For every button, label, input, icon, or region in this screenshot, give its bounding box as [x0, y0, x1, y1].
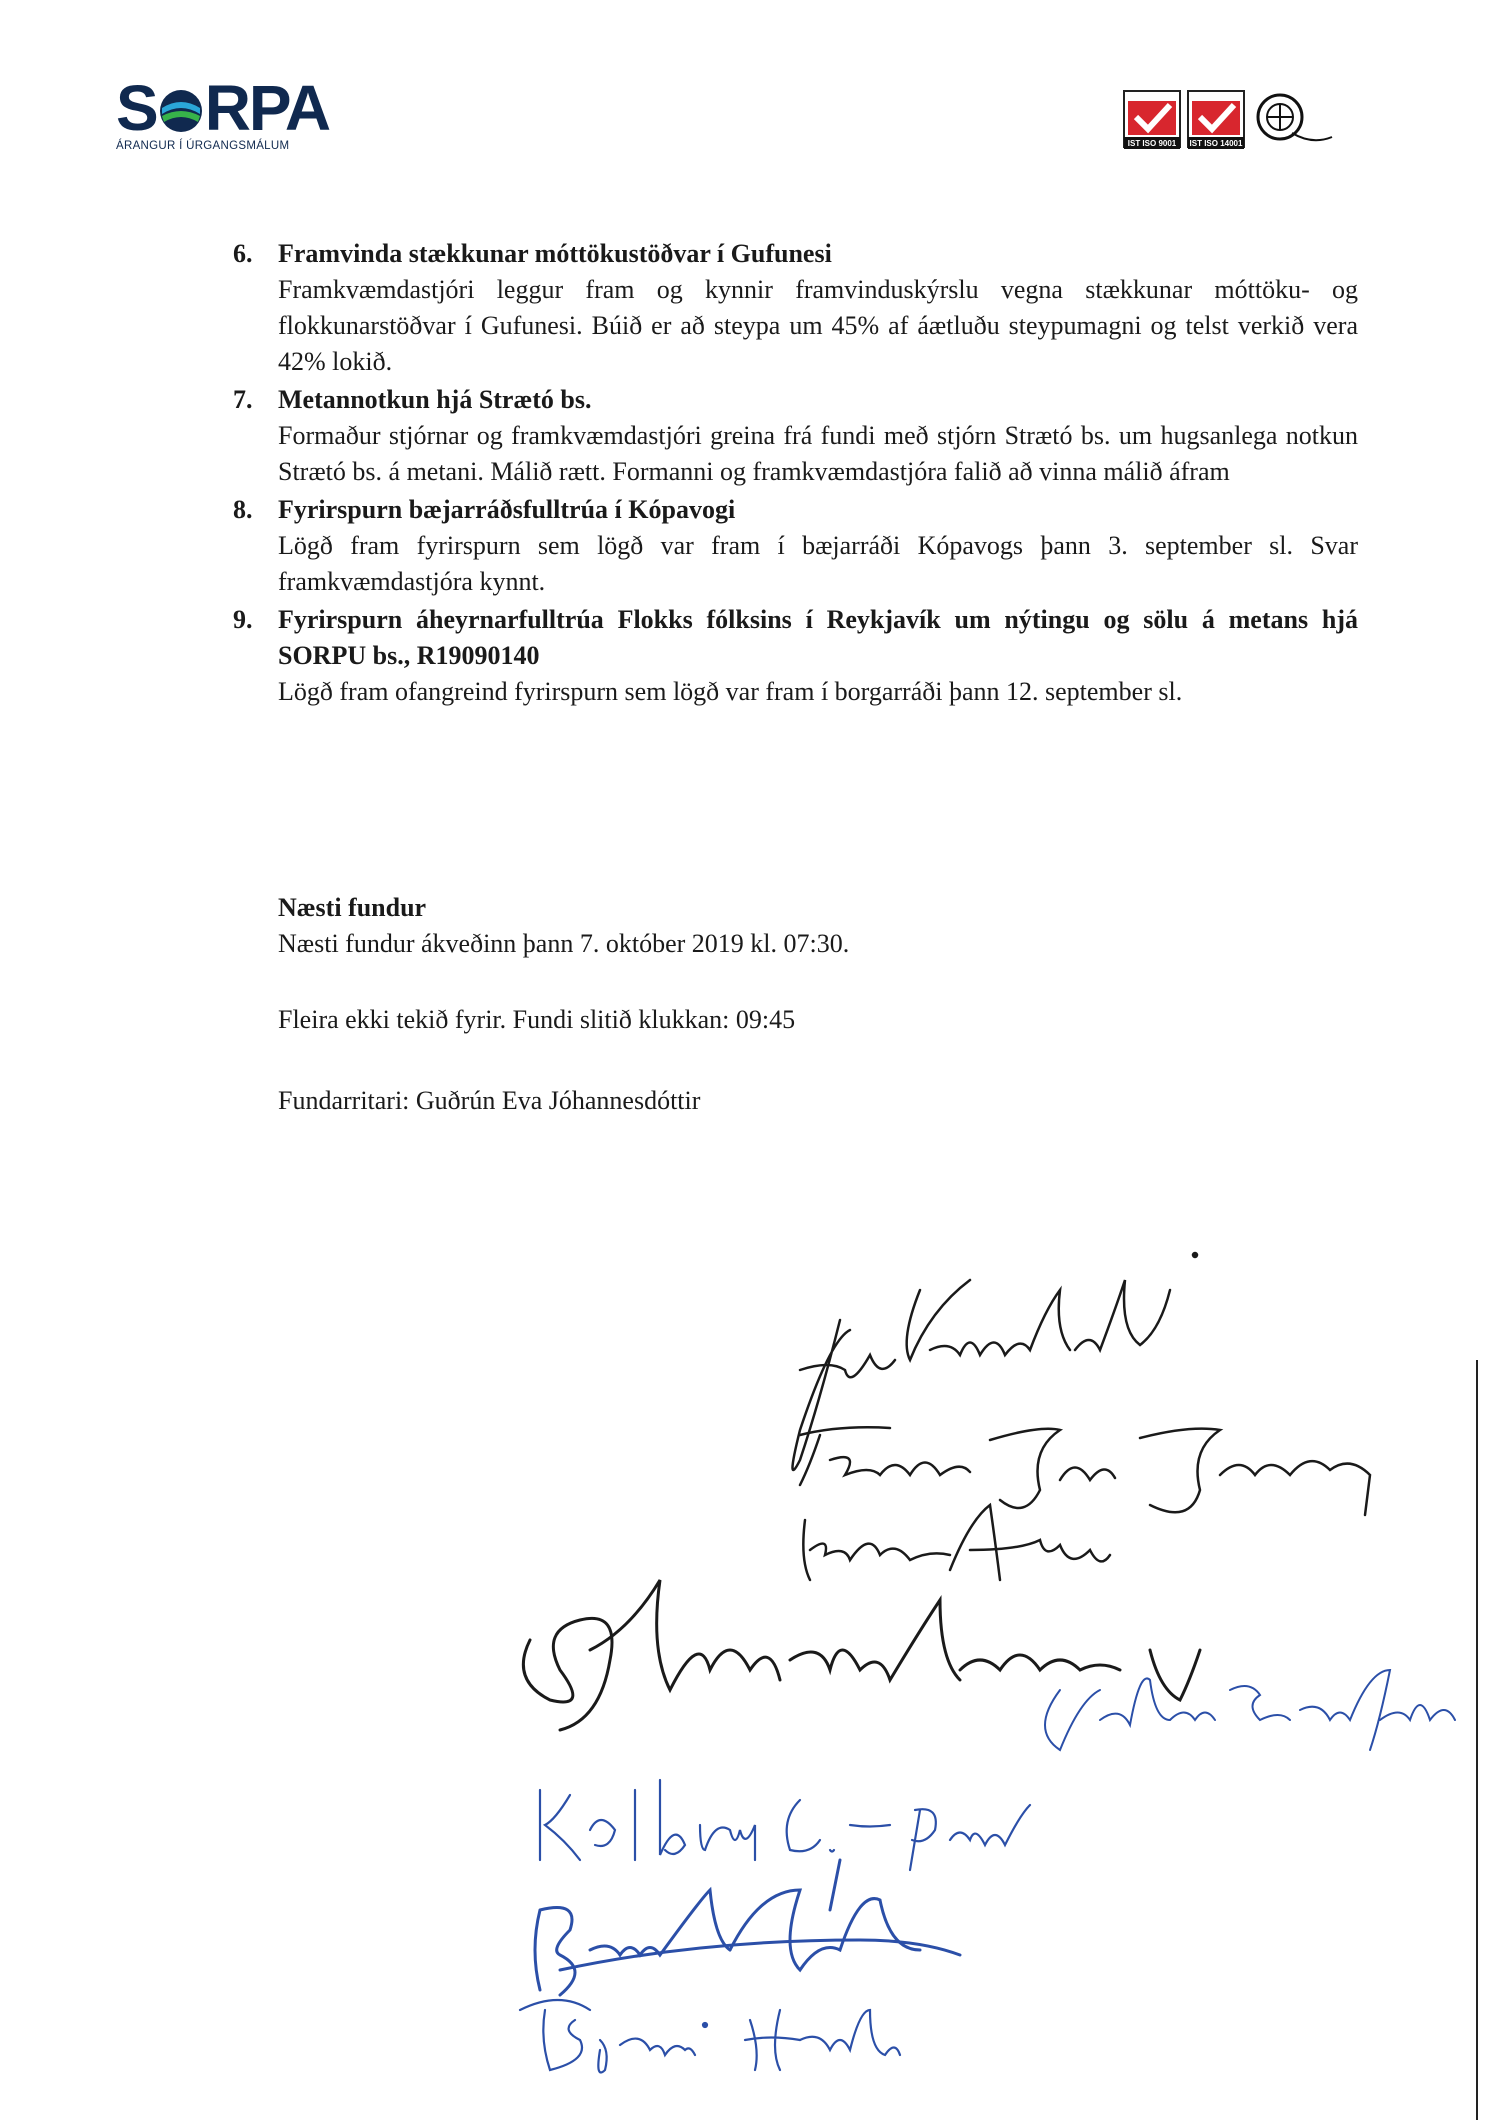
page-edge-rule: [1476, 1360, 1478, 2120]
item-body: Lögð fram fyrirspurn sem lögð var fram í bæjarráði Kópavogs þann 3. september sl. Svar framkvæmdastjóra kynnt.: [278, 531, 1358, 596]
agenda-item-9: [233, 602, 1358, 710]
signatures-block: [500, 1250, 1460, 2080]
agenda-item-7: [233, 382, 1358, 490]
sorpa-logo: [116, 72, 346, 162]
iso-9001-label: IST ISO 9001: [1127, 139, 1177, 148]
item-body: Formaður stjórnar og framkvæmdastjóri greina frá fundi með stjórn Strætó bs. um hugsanlega notkun Strætó bs. á metani. Málið rætt. Formanni og framkvæmdastjóra falið að vinna málið áfram: [278, 421, 1358, 486]
signature-bjarni: [520, 2000, 900, 2073]
item-body: Framkvæmdastjóri leggur fram og kynnir framvinduskýrslu vegna stækkunar móttöku- og flokkunarstöðvar í Gufunesi. Búið er að steypa um 45% af áætluðu steypumagni og telst verkið vera 42% lokið.: [278, 275, 1358, 376]
item-body: Lögð fram ofangreind fyrirspurn sem lögð var fram í borgarráði þann 12. september sl.: [278, 677, 1183, 706]
next-meeting-heading: Næsti fundur: [278, 893, 427, 922]
signature-bjarni-stamp: [535, 1860, 960, 1995]
signature-birkir: [800, 1427, 1370, 1515]
agenda-item-8: [233, 492, 1358, 600]
item-number: 8.: [233, 495, 253, 524]
logo-tagline: ÁRANGUR Í ÚRGANGSMÁLUM: [116, 140, 290, 152]
agenda-item-6: [233, 236, 1358, 380]
item-title: Fyrirspurn áheyrnarfulltrúa Flokks fólksins í Reykjavík um nýtingu og sölu á metans hjá SORPU bs., R19090140: [278, 605, 1358, 670]
signature-gudrun: [1045, 1670, 1455, 1750]
secretary-line: Fundarritari: Guðrún Eva Jóhannesdóttir: [278, 1086, 701, 1115]
item-number: 7.: [233, 385, 253, 414]
logo-globe-icon: [158, 88, 204, 134]
agenda-content: [233, 236, 1358, 710]
iso-14001-label: IST ISO 14001: [1189, 139, 1243, 148]
item-number: 6.: [233, 239, 253, 268]
item-title: Framvinda stækkunar móttökustöðvar í Gufunesi: [278, 239, 832, 268]
next-meeting: [278, 890, 1358, 962]
logo-word: S RPA: [116, 72, 330, 144]
closing-text: Fleira ekki tekið fyrir. Fundi slitið klukkan: 09:45: [278, 1005, 796, 1034]
item-number: 9.: [233, 605, 253, 634]
item-title: Metannotkun hjá Strætó bs.: [278, 385, 592, 414]
signature-kristin: [803, 1505, 1110, 1580]
iso-9001-badge: [1124, 91, 1180, 149]
next-meeting-text: Næsti fundur ákveðinn þann 7. október 2019 kl. 07:30.: [278, 929, 850, 958]
certification-marks: [1122, 87, 1342, 157]
signature-magneudottir: [523, 1580, 1200, 1730]
iso-14001-badge: [1188, 91, 1244, 149]
signature-kolbrun: [540, 1780, 1030, 1870]
item-title: Fyrirspurn bæjarráðsfulltrúa í Kópavogi: [278, 495, 736, 524]
ohsas-seal-icon: [1258, 95, 1332, 140]
